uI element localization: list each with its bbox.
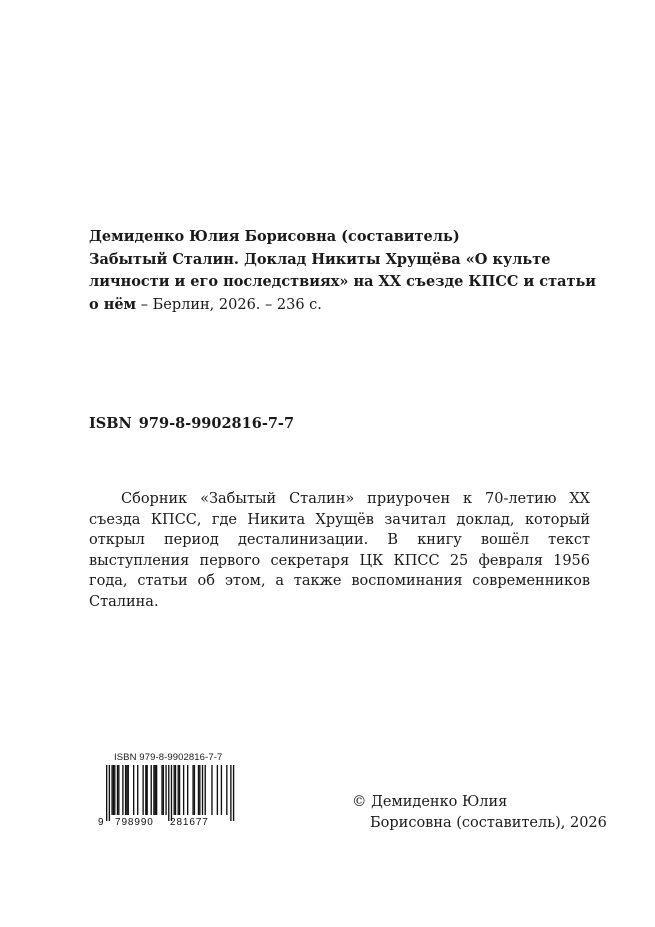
barcode-bar: [221, 765, 222, 815]
barcode-bar: [133, 765, 134, 815]
barcode-bar: [161, 765, 162, 815]
barcode-bar: [111, 765, 112, 815]
barcode-digits-left: 798990: [115, 817, 154, 828]
annotation-text: Сборник «Забытый Сталин» приурочен к 70-летию XX съезда КПСС, где Никита Хрущёв зачитал доклад, который открыл период десталинизации. В книгу вошёл текст выступления первого секретаря ЦК КПСС 25 февраля 1956 года, статьи об этом, а также воспоминания современников Сталина.: [89, 491, 590, 610]
barcode-bar: [217, 765, 218, 815]
barcode-bar: [194, 765, 195, 815]
isbn-number: ISBN 979-8-9902816-7-7: [89, 415, 295, 432]
title-line-3: о нём: [89, 295, 137, 313]
barcode-bar: [230, 765, 231, 821]
barcode-bar: [211, 765, 212, 815]
barcode-bar: [171, 765, 172, 821]
barcode-bar: [109, 765, 110, 821]
barcode-bar: [114, 765, 115, 815]
barcode-bar: [205, 765, 206, 815]
barcode-bar: [179, 765, 180, 815]
barcode-bar: [125, 765, 126, 815]
barcode-bar: [156, 765, 157, 815]
imprint: – Берлин, 2026. – 236 с.: [136, 296, 322, 313]
barcode-bar: [174, 765, 175, 815]
barcode-bar: [137, 765, 138, 815]
bibliographic-record: [89, 226, 609, 316]
barcode-bar: [199, 765, 200, 815]
barcode-bar: [192, 765, 193, 815]
title-line-1: Забытый Сталин. Доклад Никиты Хрущёва «О культе: [89, 250, 551, 268]
barcode-bar: [145, 765, 146, 815]
title-line-2: личности и его последствиях» на XX съезде КПСС и статьи: [89, 273, 597, 290]
barcode-bars: [95, 765, 235, 828]
barcode-bar: [178, 765, 179, 815]
barcode-bar: [187, 765, 188, 815]
barcode-bar: [198, 765, 199, 815]
barcode-bar: [122, 765, 123, 815]
barcode-bar: [113, 765, 114, 815]
barcode-bar: [151, 765, 152, 815]
barcode-bar: [153, 765, 154, 815]
barcode-bar: [118, 765, 119, 815]
barcode-bar: [142, 765, 143, 815]
barcode-first-digit: 9: [98, 817, 104, 828]
barcode-bar: [106, 765, 107, 821]
barcode-bar: [128, 765, 129, 815]
barcode-bar: [165, 765, 166, 815]
barcode-bar: [183, 765, 184, 815]
barcode-bar: [226, 765, 227, 815]
barcode-bar: [202, 765, 203, 815]
barcode-bar: [168, 765, 169, 821]
barcode-bar: [126, 765, 127, 815]
isbn-barcode: [95, 752, 235, 828]
author-line: Демиденко Юлия Борисовна (составитель): [89, 228, 460, 245]
barcode-isbn-label: ISBN 979-8-9902816-7-7: [114, 752, 223, 763]
barcode-bar: [233, 765, 234, 821]
barcode-bar: [117, 765, 118, 815]
barcode-bar: [147, 765, 148, 815]
copyright-notice: [352, 792, 607, 834]
barcode-bar: [175, 765, 176, 815]
copyright-line-1: © Демиденко Юлия: [352, 794, 508, 810]
barcode-digits-right: 281677: [170, 817, 209, 828]
barcode-bar: [155, 765, 156, 815]
copyright-line-2: Борисовна (составитель), 2026: [370, 815, 607, 831]
barcode-bar: [163, 765, 164, 815]
